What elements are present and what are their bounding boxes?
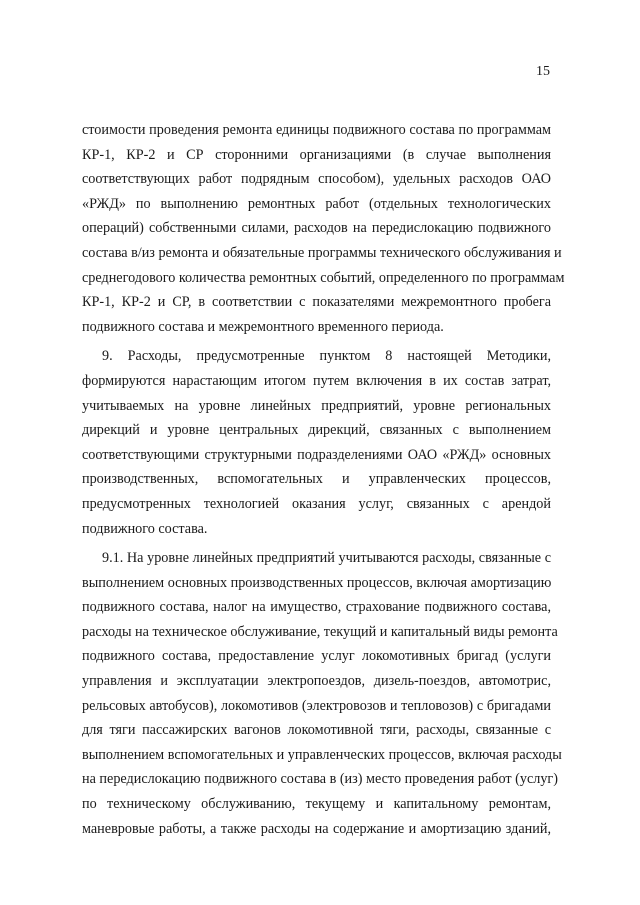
text-line: выполнением основных производственных процессов, включая амортизацию xyxy=(82,574,552,591)
text-line: соответствующих работ подрядным способом), удельных расходов ОАО xyxy=(82,171,551,188)
paragraph-continuation xyxy=(82,118,565,339)
paragraph-9-1 xyxy=(82,546,562,841)
text-line: подвижного состава и межремонтного временного периода. xyxy=(82,318,444,335)
text-line: среднегодового количества ремонтных событий, определенного по программам xyxy=(82,269,565,286)
text-line: соответствующими структурными подразделениями ОАО «РЖД» основных xyxy=(82,446,551,463)
text-line: на передислокацию подвижного состава в (из) место проведения работ (услуг) xyxy=(82,771,558,788)
text-line: дирекций и уровне центральных дирекций, связанных с выполнением xyxy=(82,422,551,439)
page-number: 15 xyxy=(536,64,550,79)
text-line: состава в/из ремонта и обязательные программы технического обслуживания и xyxy=(82,244,562,261)
text-line: 9.1. На уровне линейных предприятий учитываются расходы, связанные с xyxy=(102,550,551,567)
text-line: стоимости проведения ремонта единицы подвижного состава по программам xyxy=(82,122,551,138)
text-line: производственных, вспомогательных и управленческих процессов, xyxy=(82,471,551,488)
text-line: выполнением вспомогательных и управленческих процессов, включая расходы xyxy=(82,746,562,763)
text-line: рельсовых автобусов), локомотивов (электровозов и тепловозов) с бригадами xyxy=(82,697,551,714)
text-line: подвижного состава. xyxy=(82,520,208,537)
text-line: 9. Расходы, предусмотренные пунктом 8 настоящей Методики, xyxy=(102,348,551,365)
text-line: по техническому обслуживанию, текущему и капитальному ремонтам, xyxy=(82,796,551,813)
text-line: «РЖД» по выполнению ремонтных работ (отдельных технологических xyxy=(82,195,551,212)
text-line: маневровые работы, а также расходы на содержание и амортизацию зданий, xyxy=(82,820,551,837)
text-line: КР-1, КР-2 и СР, в соответствии с показателями межремонтного пробега xyxy=(82,294,551,311)
paragraph-9 xyxy=(82,344,551,541)
text-line: формируются нарастающим итогом путем включения в их состав затрат, xyxy=(82,372,551,389)
text-line: расходы на техническое обслуживание, текущий и капитальный виды ремонта xyxy=(82,623,558,640)
text-line: учитываемых на уровне линейных предприятий, уровне региональных xyxy=(82,397,551,414)
text-line: КР-1, КР-2 и СР сторонними организациями (в случае выполнения xyxy=(82,146,551,163)
text-line: операций) собственными силами, расходов на передислокацию подвижного xyxy=(82,220,551,237)
text-line: для тяги пассажирских вагонов локомотивной тяги, расходы, связанные с xyxy=(82,722,551,739)
document-body xyxy=(82,118,565,841)
text-line: подвижного состава, предоставление услуг локомотивных бригад (услуги xyxy=(82,648,551,665)
text-line: подвижного состава, налог на имущество, страхование подвижного состава, xyxy=(82,599,551,616)
text-line: управления и эксплуатации электропоездов, дизель-поездов, автомотрис, xyxy=(82,673,551,690)
text-line: предусмотренных технологией оказания услуг, связанных с арендой xyxy=(82,495,551,512)
